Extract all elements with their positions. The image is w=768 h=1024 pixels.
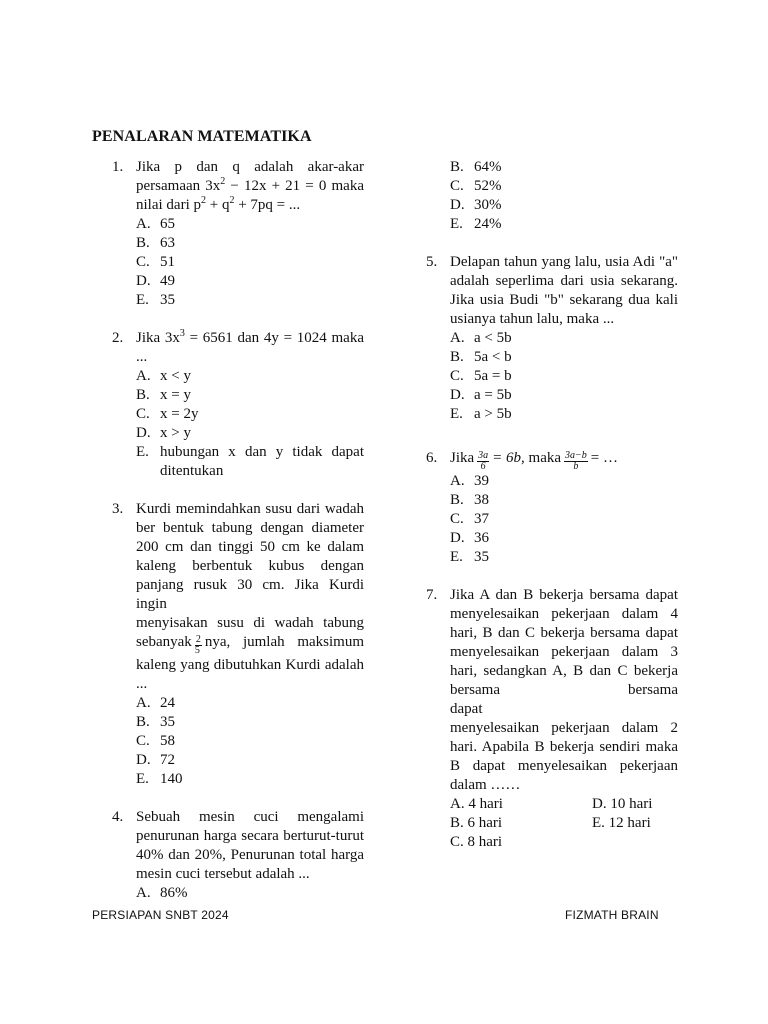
- option-text: a < 5b: [474, 330, 512, 346]
- option-letter: E.: [450, 216, 463, 232]
- fraction: [477, 451, 489, 472]
- option: [450, 215, 678, 234]
- option: [450, 367, 678, 386]
- option: [450, 472, 678, 491]
- question-text: [450, 253, 678, 329]
- option: E. 12 hari: [592, 815, 651, 831]
- option-letter: A.: [136, 216, 151, 232]
- text-span: sebanyak: [136, 634, 192, 650]
- question-line: 200 cm dan tinggi 50 cm ke dalam: [136, 539, 364, 555]
- question-number: 2.: [112, 330, 124, 346]
- question-number: 1.: [112, 159, 124, 175]
- option-letter: D.: [136, 425, 151, 441]
- option-text: x > y: [160, 425, 191, 441]
- option-letter: A.: [450, 330, 465, 346]
- question-1: [112, 158, 364, 310]
- question-line: usianya tahun lalu, maka ...: [450, 311, 615, 327]
- question-number: 5.: [426, 254, 438, 270]
- option: [136, 367, 364, 386]
- option: [450, 386, 678, 405]
- option-text: 35: [474, 549, 489, 565]
- option: [450, 548, 678, 567]
- option: [136, 694, 364, 713]
- option-letter: B.: [136, 235, 150, 251]
- option-letter: B.: [136, 714, 150, 730]
- option-text: 24%: [474, 216, 502, 232]
- option: [450, 491, 678, 510]
- question-2: [112, 329, 364, 481]
- text-span: Jika: [450, 450, 475, 466]
- question-4-continued: [426, 158, 678, 234]
- text-span: − 12x + 21 = 0 maka: [225, 178, 364, 194]
- fraction-numerator: 2: [195, 634, 201, 645]
- option-letter: D.: [450, 530, 465, 546]
- option-text: 37: [474, 511, 489, 527]
- option-letter: E.: [450, 406, 463, 422]
- text-span: nya, jumlah maksimum: [204, 634, 364, 650]
- question-3: [112, 500, 364, 789]
- option-letter: D.: [136, 273, 151, 289]
- question-number: 6.: [426, 450, 438, 466]
- question-line: Sebuah mesin cuci mengalami: [136, 809, 364, 825]
- question-line: menyisakan susu di wadah tabung: [136, 615, 364, 631]
- question-line: [136, 329, 364, 348]
- text-span: persamaan 3x: [136, 178, 221, 194]
- option: [450, 529, 678, 548]
- option-text: 72: [160, 752, 175, 768]
- text-span: maka: [528, 450, 562, 466]
- text-span: + 7pq = ...: [234, 197, 301, 213]
- question-line: [136, 196, 364, 215]
- question-line: hari, B dan C bekerja bersama dapat: [450, 625, 678, 641]
- question-line: ber bentuk tabung dengan diameter: [136, 520, 364, 536]
- question-line: ...: [136, 676, 148, 692]
- option-text: 49: [160, 273, 175, 289]
- question-line: hari. Apabila B bekerja sendiri maka: [450, 739, 678, 755]
- question-line: kaleng yang dibutuhkan Kurdi adalah: [136, 657, 364, 673]
- question-line: mesin cuci tersebut adalah ...: [136, 866, 310, 882]
- option: C. 8 hari: [450, 834, 503, 850]
- option-text: 35: [160, 292, 175, 308]
- option-letter: D.: [450, 387, 465, 403]
- option: [450, 348, 678, 367]
- option-letter: C.: [136, 254, 150, 270]
- question-line: 40% dan 20%, Penurunan total harga: [136, 847, 364, 863]
- option: [136, 215, 364, 234]
- option-letter: E.: [136, 292, 149, 308]
- question-line: Jika A dan B bekerja bersama dapat: [450, 587, 678, 603]
- footer-right: FIZMATH BRAIN: [565, 908, 659, 922]
- right-column: [426, 158, 678, 852]
- option-text: 36: [474, 530, 489, 546]
- question-6: [426, 449, 678, 567]
- option-text: 58: [160, 733, 175, 749]
- question-line: ...: [136, 349, 148, 365]
- text-span: = 6561 dan 4y = 1024 maka: [184, 330, 364, 346]
- option-letter: D.: [450, 197, 465, 213]
- fraction: [564, 451, 588, 472]
- option-text: 38: [474, 492, 489, 508]
- question-line: menyelesaikan pekerjaan dalam 2: [450, 720, 678, 736]
- question-text: [450, 586, 678, 795]
- option-letter: D.: [136, 752, 151, 768]
- question-line: penurunan harga secara berturut-turut: [136, 828, 364, 844]
- math-text: = …: [590, 450, 618, 466]
- question-number: 7.: [426, 587, 438, 603]
- option-text: 86%: [160, 885, 188, 901]
- option-letter: B.: [136, 387, 150, 403]
- question-7: [426, 586, 678, 852]
- option-text: 65: [160, 216, 175, 232]
- question-line: Delapan tahun yang lalu, usia Adi "a": [450, 254, 678, 270]
- text-span: + q: [205, 197, 230, 213]
- option: [136, 443, 364, 481]
- question-text: [136, 329, 364, 367]
- question-line: bersama bersama dapat: [450, 682, 678, 717]
- question-line: Jika p dan q adalah akar-akar: [136, 159, 364, 175]
- option-letter: E.: [450, 549, 463, 565]
- option-text: 51: [160, 254, 175, 270]
- superscript: 2: [200, 195, 206, 206]
- option: D. 10 hari: [592, 796, 653, 812]
- option: B. 6 hari: [450, 815, 503, 831]
- option: [136, 770, 364, 789]
- option: [136, 291, 364, 310]
- question-line: B dapat menyelesaikan pekerjaan: [450, 758, 678, 774]
- question-line: Kurdi memindahkan susu dari wadah: [136, 501, 364, 517]
- fraction-denominator: 6: [480, 461, 486, 472]
- option-letter: C.: [450, 511, 464, 527]
- option-text: 5a = b: [474, 368, 512, 384]
- option: [136, 405, 364, 424]
- option: [450, 510, 678, 529]
- option-text: a = 5b: [474, 387, 512, 403]
- option: [450, 405, 678, 424]
- option-text: 24: [160, 695, 175, 711]
- option-letter: C.: [136, 733, 150, 749]
- options-grid: [450, 795, 678, 852]
- question-5: [426, 253, 678, 424]
- fraction: [195, 635, 202, 656]
- question-line: [136, 177, 364, 196]
- question-text: [136, 808, 364, 884]
- math-text: = 6b,: [492, 450, 525, 466]
- option-letter: E.: [136, 444, 149, 460]
- option-text: hubungan x dan y tidak dapat ditentukan: [160, 444, 364, 479]
- option-letter: A.: [136, 368, 151, 384]
- option-letter: B.: [450, 349, 464, 365]
- question-text: [136, 158, 364, 215]
- fraction-numerator: 3a−b: [565, 450, 587, 461]
- option-text: x = y: [160, 387, 191, 403]
- option-text: 39: [474, 473, 489, 489]
- question-line: dalam ……: [450, 777, 521, 793]
- option-text: 5a < b: [474, 349, 512, 365]
- question-4: [112, 808, 364, 903]
- option: [450, 329, 678, 348]
- option-text: 63: [160, 235, 175, 251]
- text-span: Jika 3x: [136, 330, 180, 346]
- question-line: Jika usia Budi "b" sekarang dua kali: [450, 292, 678, 308]
- option-letter: C.: [450, 368, 464, 384]
- option: [136, 234, 364, 253]
- fraction-denominator: b: [573, 461, 579, 472]
- page-title: PENALARAN MATEMATIKA: [92, 128, 312, 145]
- question-number: 4.: [112, 809, 124, 825]
- question-line: [450, 449, 678, 472]
- footer-left: PERSIAPAN SNBT 2024: [92, 908, 229, 922]
- question-line: menyelesaikan pekerjaan dalam 4: [450, 606, 678, 622]
- option-letter: C.: [136, 406, 150, 422]
- option: [136, 751, 364, 770]
- option: [136, 253, 364, 272]
- option-text: x < y: [160, 368, 191, 384]
- question-text: [136, 500, 364, 694]
- superscript: 3: [179, 328, 185, 339]
- option-letter: B.: [450, 492, 464, 508]
- option-text: 35: [160, 714, 175, 730]
- option: A. 4 hari: [450, 796, 503, 812]
- option-letter: A.: [450, 473, 465, 489]
- question-line: kaleng berbentuk kubus dengan: [136, 558, 364, 574]
- option-text: a > 5b: [474, 406, 512, 422]
- question-text: [450, 449, 678, 472]
- option: [450, 158, 678, 177]
- option-letter: A.: [136, 695, 151, 711]
- question-number: 3.: [112, 501, 124, 517]
- question-line: panjang rusuk 30 cm. Jika Kurdi ingin: [136, 577, 364, 612]
- superscript: 2: [229, 195, 235, 206]
- option-letter: B.: [450, 159, 464, 175]
- option-text: 140: [160, 771, 183, 787]
- left-column: [112, 158, 364, 903]
- option: [136, 386, 364, 405]
- question-line: [136, 633, 364, 656]
- question-line: adalah seperlima dari usia sekarang.: [450, 273, 678, 289]
- option: [450, 196, 678, 215]
- option-text: 30%: [474, 197, 502, 213]
- option-text: 52%: [474, 178, 502, 194]
- fraction-denominator: 5: [194, 645, 200, 656]
- option: [136, 884, 364, 903]
- superscript: 2: [220, 176, 226, 187]
- option: [136, 732, 364, 751]
- option-letter: C.: [450, 178, 464, 194]
- option: [136, 272, 364, 291]
- option: [450, 177, 678, 196]
- option-letter: A.: [136, 885, 151, 901]
- option: [136, 424, 364, 443]
- question-line: hari, sedangkan A, B dan C bekerja: [450, 663, 678, 679]
- option-letter: E.: [136, 771, 149, 787]
- option-text: 64%: [474, 159, 502, 175]
- option: [136, 713, 364, 732]
- question-line: menyelesaikan pekerjaan dalam 3: [450, 644, 678, 660]
- option-text: x = 2y: [160, 406, 199, 422]
- fraction-numerator: 3a: [478, 450, 489, 461]
- text-span: nilai dari p: [136, 197, 201, 213]
